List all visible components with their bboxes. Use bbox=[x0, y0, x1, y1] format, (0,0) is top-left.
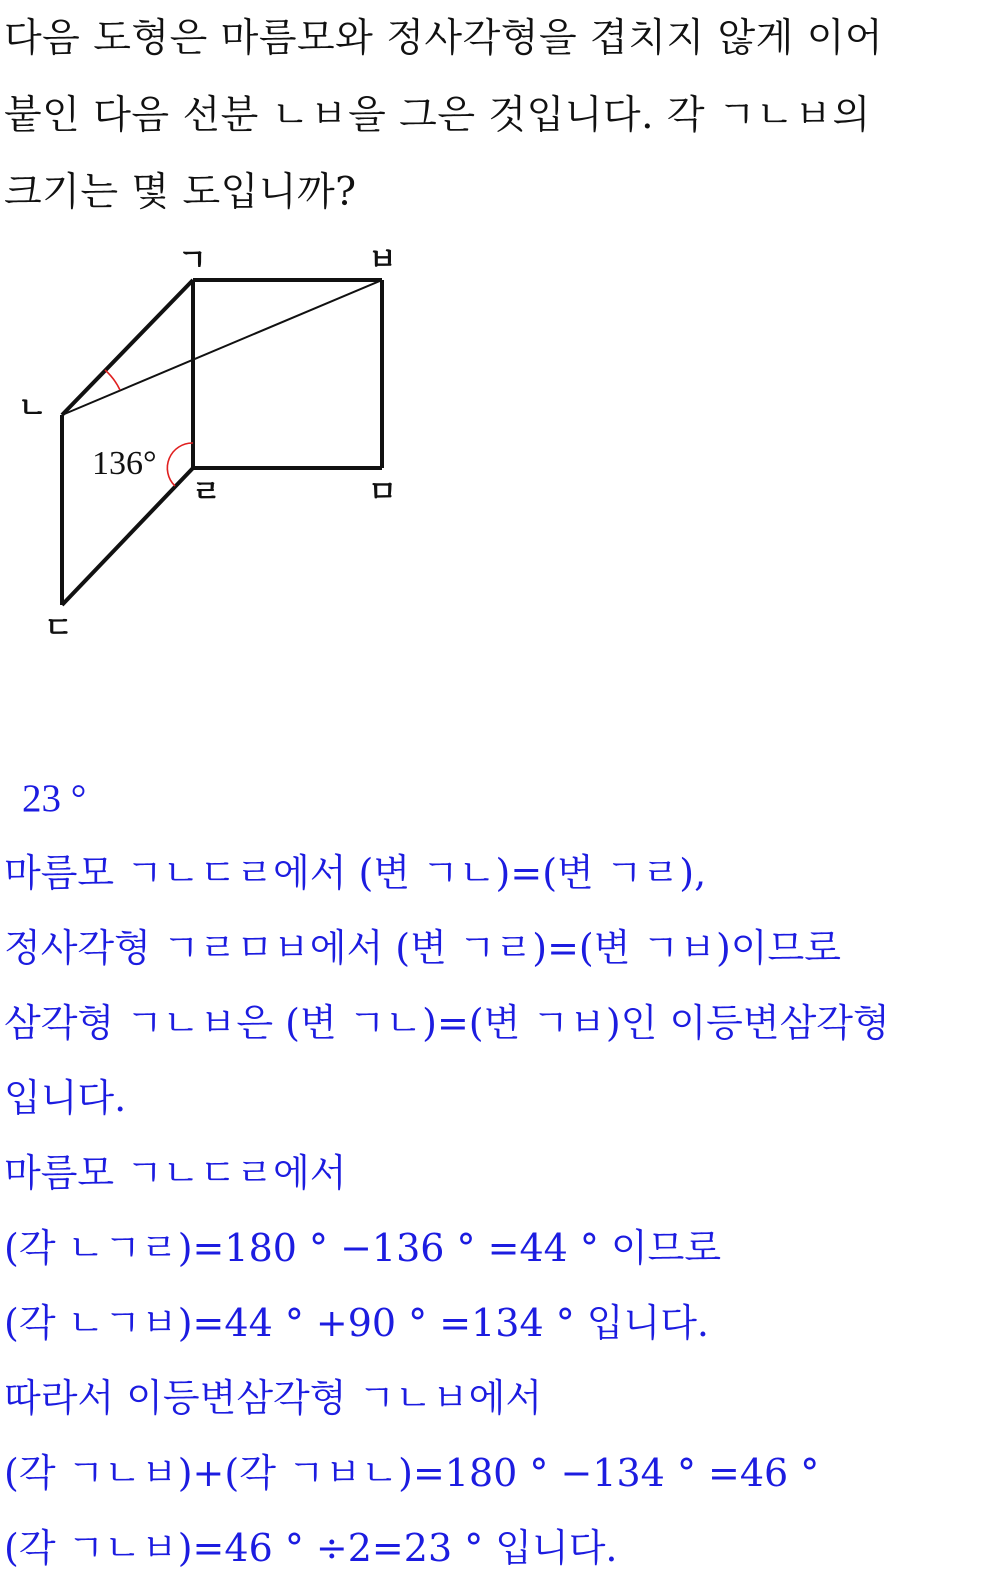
solution-line: (각 ㄴㄱㄹ)=180 ° −136 ° =44 ° 이므로 bbox=[4, 1226, 722, 1270]
solution-line: 따라서 이등변삼각형 ㄱㄴㅂ에서 bbox=[4, 1376, 543, 1420]
vertex-label-b: ㅂ bbox=[368, 243, 397, 278]
vertex-label-d: ㄷ bbox=[44, 611, 73, 646]
question-line: 크기는 몇 도입니까? bbox=[4, 170, 357, 215]
question-text bbox=[4, 0, 989, 231]
solution-line: (각 ㄱㄴㅂ)=46 ° ÷2=23 ° 입니다. bbox=[4, 1526, 618, 1570]
solution-text bbox=[4, 836, 989, 1586]
solution-line: 입니다. bbox=[4, 1076, 127, 1120]
vertex-label-r: ㄹ bbox=[192, 475, 221, 510]
segment-nb bbox=[62, 280, 382, 415]
solution-line: 마름모 ㄱㄴㄷㄹ에서 (변 ㄱㄴ)=(변 ㄱㄹ), bbox=[4, 851, 707, 895]
solution-line: 삼각형 ㄱㄴㅂ은 (변 ㄱㄴ)=(변 ㄱㅂ)인 이등변삼각형 bbox=[4, 1001, 890, 1045]
solution-line: (각 ㄱㄴㅂ)+(각 ㄱㅂㄴ)=180 ° −134 ° =46 ° bbox=[4, 1451, 820, 1495]
solution-line: 정사각형 ㄱㄹㅁㅂ에서 (변 ㄱㄹ)=(변 ㄱㅂ)이므로 bbox=[4, 926, 841, 970]
question-line: 붙인 다음 선분 ㄴㅂ을 그은 것입니다. 각 ㄱㄴㅂ의 bbox=[4, 93, 871, 138]
rhombus-side-gn bbox=[62, 280, 193, 415]
rhombus-side-dr bbox=[62, 468, 193, 605]
answer-value: 23 ° bbox=[22, 777, 87, 820]
angle-mark-gnb bbox=[105, 370, 120, 390]
figure-svg bbox=[0, 230, 440, 670]
solution-line: 마름모 ㄱㄴㄷㄹ에서 bbox=[4, 1151, 347, 1195]
vertex-label-n: ㄴ bbox=[18, 391, 47, 426]
question-line: 다음 도형은 마름모와 정사각형을 겹치지 않게 이어 bbox=[4, 16, 884, 61]
vertex-label-g: ㄱ bbox=[178, 243, 207, 278]
angle-label: 136° bbox=[92, 445, 157, 482]
geometry-figure bbox=[0, 230, 440, 670]
solution-line: (각 ㄴㄱㅂ)=44 ° +90 ° =134 ° 입니다. bbox=[4, 1301, 709, 1345]
vertex-label-m: ㅁ bbox=[368, 475, 397, 510]
